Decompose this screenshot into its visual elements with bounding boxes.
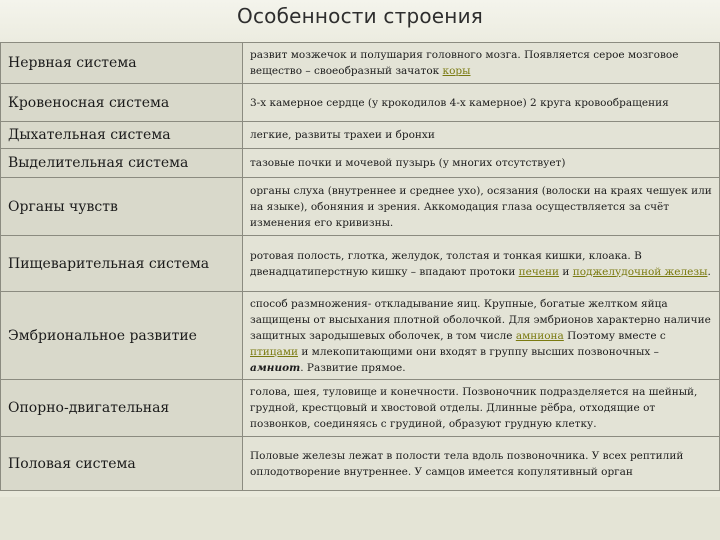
desc-text: ротовая полость, глотка, желудок, толстая и тонкая кишки, клоака. В двенадцатиперстную кишку – впадают протоки bbox=[250, 249, 642, 278]
desc-text: тазовые почки и мочевой пузырь (у многих отсутствует) bbox=[250, 157, 566, 169]
row-label-nervous: Нервная система bbox=[1, 43, 243, 84]
table-row bbox=[1, 43, 720, 84]
row-label-reproductive: Половая система bbox=[1, 437, 243, 491]
link-liver[interactable]: печени bbox=[518, 265, 560, 278]
row-desc-digestive bbox=[243, 236, 720, 292]
desc-text: голова, шея, туловище и конечности. Позвоночник подразделяется на шейный, грудной, крестцовый и хвостовой отделы. Длинные рёбра, отходящие от позвонков, соединяясь с грудиной, образуют грудную клетку. bbox=[250, 386, 698, 430]
table-row bbox=[1, 178, 720, 236]
desc-text: и млекопитающими они входят в группу высших позвоночных – bbox=[297, 345, 659, 358]
desc-text: развит мозжечок и полушария головного мозга. Появляется серое мозговое вещество – своеобразный зачаток bbox=[250, 49, 679, 77]
table-row bbox=[1, 122, 720, 149]
row-desc-senses bbox=[243, 178, 720, 236]
desc-text: и bbox=[559, 265, 573, 278]
table-row bbox=[1, 149, 720, 178]
desc-text: способ размножения- откладывание яиц. Крупные, богатые желтком яйца защищены от высыхания плотной оболочкой. Для эмбрионов характерно наличие защитных зародышевых оболочек, в том числе bbox=[250, 297, 711, 342]
row-label-excretory: Выделительная система bbox=[1, 149, 243, 178]
features-table bbox=[0, 42, 720, 491]
row-label-senses: Органы чувств bbox=[1, 178, 243, 236]
link-amnion[interactable]: амниона bbox=[515, 329, 564, 342]
link-pancreas[interactable]: поджелудочной железы bbox=[572, 265, 708, 278]
desc-text: 3-х камерное сердце (у крокодилов 4-х камерное) 2 круга кровообращения bbox=[250, 96, 669, 109]
row-desc-nervous bbox=[243, 43, 720, 84]
desc-text: . bbox=[707, 265, 711, 278]
term-amniotes: амниот bbox=[250, 361, 301, 374]
row-label-circulatory: Кровеносная система bbox=[1, 84, 243, 122]
row-desc-reproductive bbox=[243, 437, 720, 491]
bottom-band bbox=[0, 497, 720, 540]
desc-text: Поэтому вместе с bbox=[563, 329, 666, 342]
desc-text: легкие, развиты трахеи и бронхи bbox=[250, 129, 435, 141]
table-row bbox=[1, 84, 720, 122]
row-label-digestive: Пищеварительная система bbox=[1, 236, 243, 292]
row-label-embryonic: Эмбриональное развитие bbox=[1, 292, 243, 380]
desc-text: органы слуха (внутреннее и среднее ухо), осязания (волоски на краях чешуек или на языке), обоняния и зрения. Аккомодация глаза осуществляется за счёт изменения его кривизны. bbox=[250, 184, 712, 229]
page-title: Особенности строения bbox=[237, 4, 483, 28]
row-desc-respiratory bbox=[243, 122, 720, 149]
table-row bbox=[1, 236, 720, 292]
table-row bbox=[1, 292, 720, 380]
table-row bbox=[1, 437, 720, 491]
row-desc-embryonic bbox=[243, 292, 720, 380]
link-birds[interactable]: птицами bbox=[250, 345, 298, 358]
row-label-respiratory: Дыхательная система bbox=[1, 122, 243, 149]
row-label-musculoskeletal: Опорно-двигательная bbox=[1, 380, 243, 437]
row-desc-circulatory bbox=[243, 84, 720, 122]
desc-text: Половые железы лежат в полости тела вдоль позвоночника. У всех рептилий оплодотворение внутреннее. У самцов имеется копулятивный орган bbox=[250, 449, 684, 478]
desc-text: . Развитие прямое. bbox=[300, 361, 406, 374]
row-desc-musculoskeletal bbox=[243, 380, 720, 437]
table-row bbox=[1, 380, 720, 437]
link-cortex[interactable]: коры bbox=[442, 65, 471, 77]
row-desc-excretory bbox=[243, 149, 720, 178]
